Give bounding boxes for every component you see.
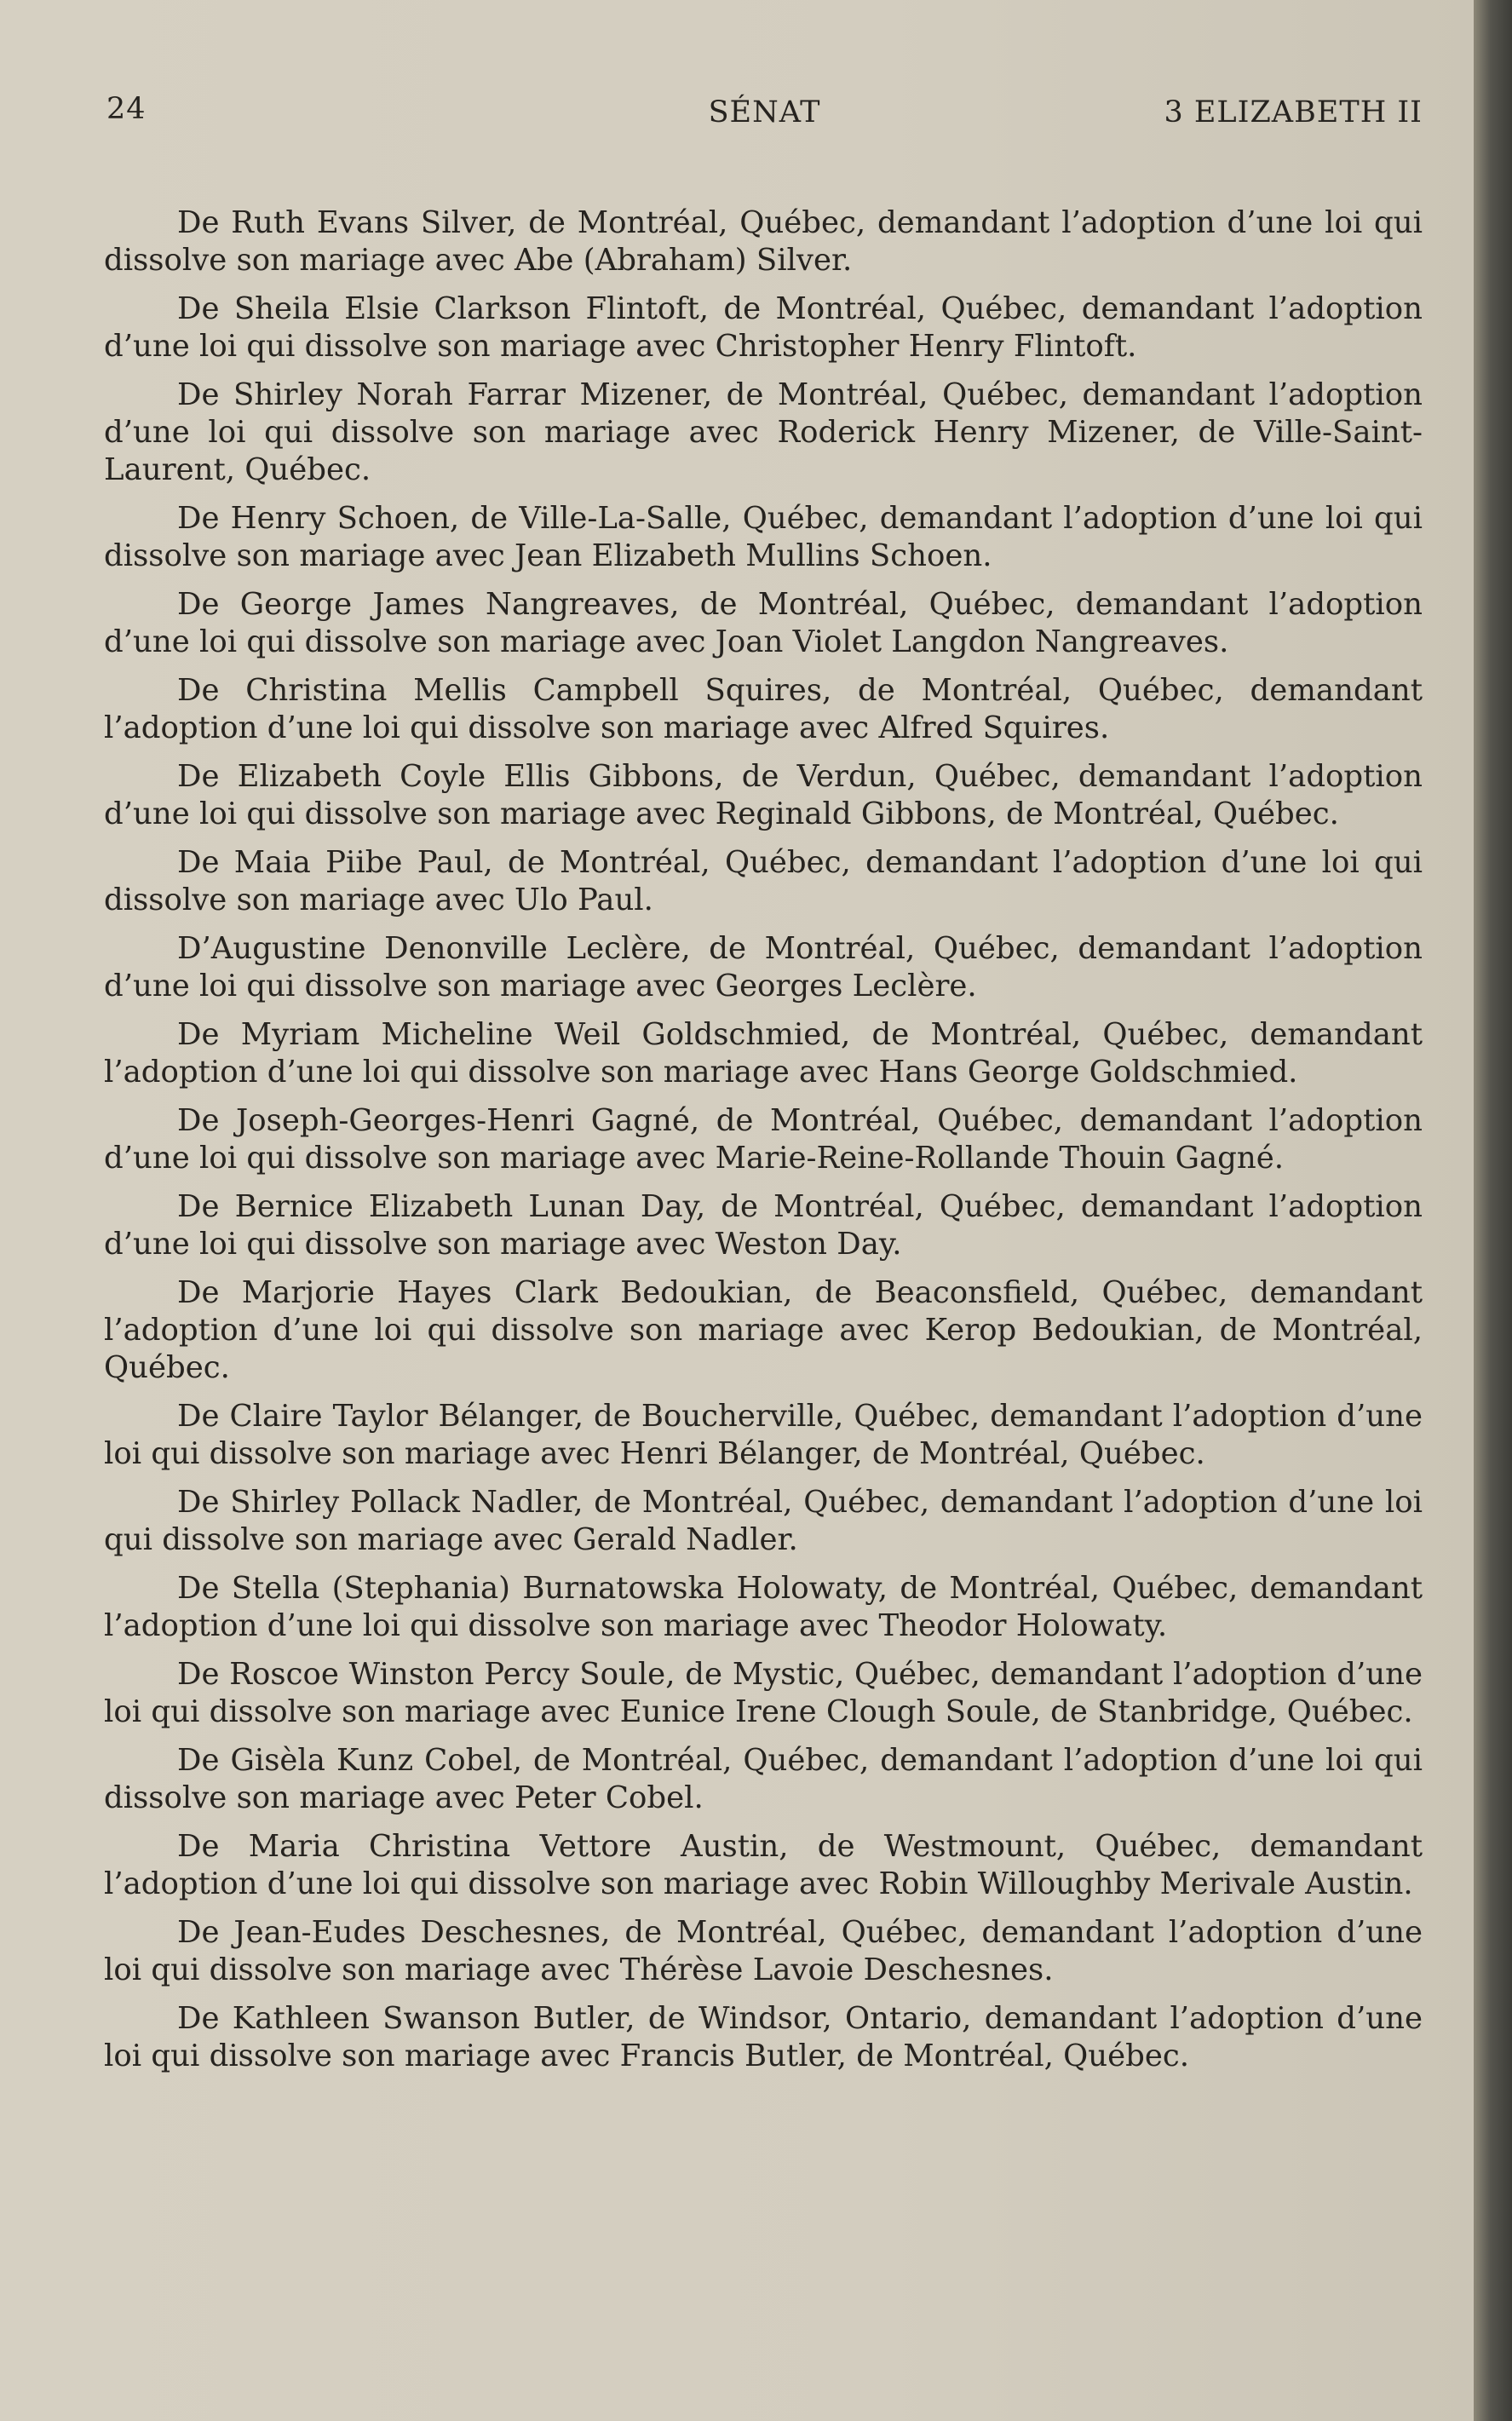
page-header: [106, 92, 1423, 135]
petition-paragraph: De Shirley Pollack Nadler, de Montréal, Québec, demandant l’adoption d’une loi qui dissolve son mariage avec Gerald Nadler.: [104, 1485, 1423, 1557]
petition-paragraph: De Claire Taylor Bélanger, de Boucherville, Québec, demandant l’adoption d’une loi qui dissolve son mariage avec Henri Bélanger, de Montréal, Québec.: [104, 1399, 1423, 1471]
petition-paragraph: De Maria Christina Vettore Austin, de Westmount, Québec, demandant l’adoption d’une loi qui dissolve son mariage avec Robin Willoughby Merivale Austin.: [104, 1829, 1423, 1901]
petition-paragraph: De Maia Piibe Paul, de Montréal, Québec, demandant l’adoption d’une loi qui dissolve son mariage avec Ulo Paul.: [104, 845, 1423, 917]
petition-paragraph: De Kathleen Swanson Butler, de Windsor, Ontario, demandant l’adoption d’une loi qui dissolve son mariage avec Francis Butler, de Montréal, Québec.: [104, 2001, 1423, 2073]
petition-paragraph: De Sheila Elsie Clarkson Flintoft, de Montréal, Québec, demandant l’adoption d’une loi qui dissolve son mariage avec Christopher Henry Flintoft.: [104, 291, 1423, 364]
petition-paragraph: De George James Nangreaves, de Montréal, Québec, demandant l’adoption d’une loi qui dissolve son mariage avec Joan Violet Langdon Nangreaves.: [104, 587, 1423, 659]
petition-paragraph: De Gisèla Kunz Cobel, de Montréal, Québec, demandant l’adoption d’une loi qui dissolve son mariage avec Peter Cobel.: [104, 1743, 1423, 1815]
petition-paragraph: De Elizabeth Coyle Ellis Gibbons, de Verdun, Québec, demandant l’adoption d’une loi qui dissolve son mariage avec Reginald Gibbons, de Montréal, Québec.: [104, 759, 1423, 831]
petition-paragraph: D’Augustine Denonville Leclère, de Montréal, Québec, demandant l’adoption d’une loi qui dissolve son mariage avec Georges Leclère.: [104, 931, 1423, 1003]
petition-paragraph: De Roscoe Winston Percy Soule, de Mystic, Québec, demandant l’adoption d’une loi qui dissolve son mariage avec Eunice Irene Clough Soule, de Stanbridge, Québec.: [104, 1657, 1423, 1729]
book-spine-shadow: [1474, 0, 1512, 2421]
petition-paragraph: De Marjorie Hayes Clark Bedoukian, de Beaconsfield, Québec, demandant l’adoption d’une loi qui dissolve son mariage avec Kerop Bedoukian, de Montréal, Québec.: [104, 1275, 1423, 1385]
petition-paragraph: De Ruth Evans Silver, de Montréal, Québec, demandant l’adoption d’une loi qui dissolve son mariage avec Abe (Abraham) Silver.: [104, 205, 1423, 278]
petition-paragraph: De Bernice Elizabeth Lunan Day, de Montréal, Québec, demandant l’adoption d’une loi qui dissolve son mariage avec Weston Day.: [104, 1189, 1423, 1262]
petition-paragraph: De Jean-Eudes Deschesnes, de Montréal, Québec, demandant l’adoption d’une loi qui dissolve son mariage avec Thérèse Lavoie Deschesnes.: [104, 1915, 1423, 1987]
chamber-title: SÉNAT: [708, 95, 821, 129]
petition-list: [104, 204, 1423, 2086]
petition-paragraph: De Shirley Norah Farrar Mizener, de Montréal, Québec, demandant l’adoption d’une loi qui dissolve son mariage avec Roderick Henry Mizener, de Ville-Saint-Laurent, Québec.: [104, 377, 1423, 487]
session-title: 3 ELIZABETH II: [1164, 95, 1423, 129]
petition-paragraph: De Joseph-Georges-Henri Gagné, de Montréal, Québec, demandant l’adoption d’une loi qui dissolve son mariage avec Marie-Reine-Rollande Thouin Gagné.: [104, 1103, 1423, 1176]
petition-paragraph: De Stella (Stephania) Burnatowska Holowaty, de Montréal, Québec, demandant l’adoption d’une loi qui dissolve son mariage avec Theodor Holowaty.: [104, 1571, 1423, 1643]
page-number: 24: [106, 92, 147, 126]
petition-paragraph: De Myriam Micheline Weil Goldschmied, de Montréal, Québec, demandant l’adoption d’une loi qui dissolve son mariage avec Hans George Goldschmied.: [104, 1017, 1423, 1090]
petition-paragraph: De Christina Mellis Campbell Squires, de Montréal, Québec, demandant l’adoption d’une loi qui dissolve son mariage avec Alfred Squires.: [104, 673, 1423, 745]
petition-paragraph: De Henry Schoen, de Ville-La-Salle, Québec, demandant l’adoption d’une loi qui dissolve son mariage avec Jean Elizabeth Mullins Schoen.: [104, 501, 1423, 573]
